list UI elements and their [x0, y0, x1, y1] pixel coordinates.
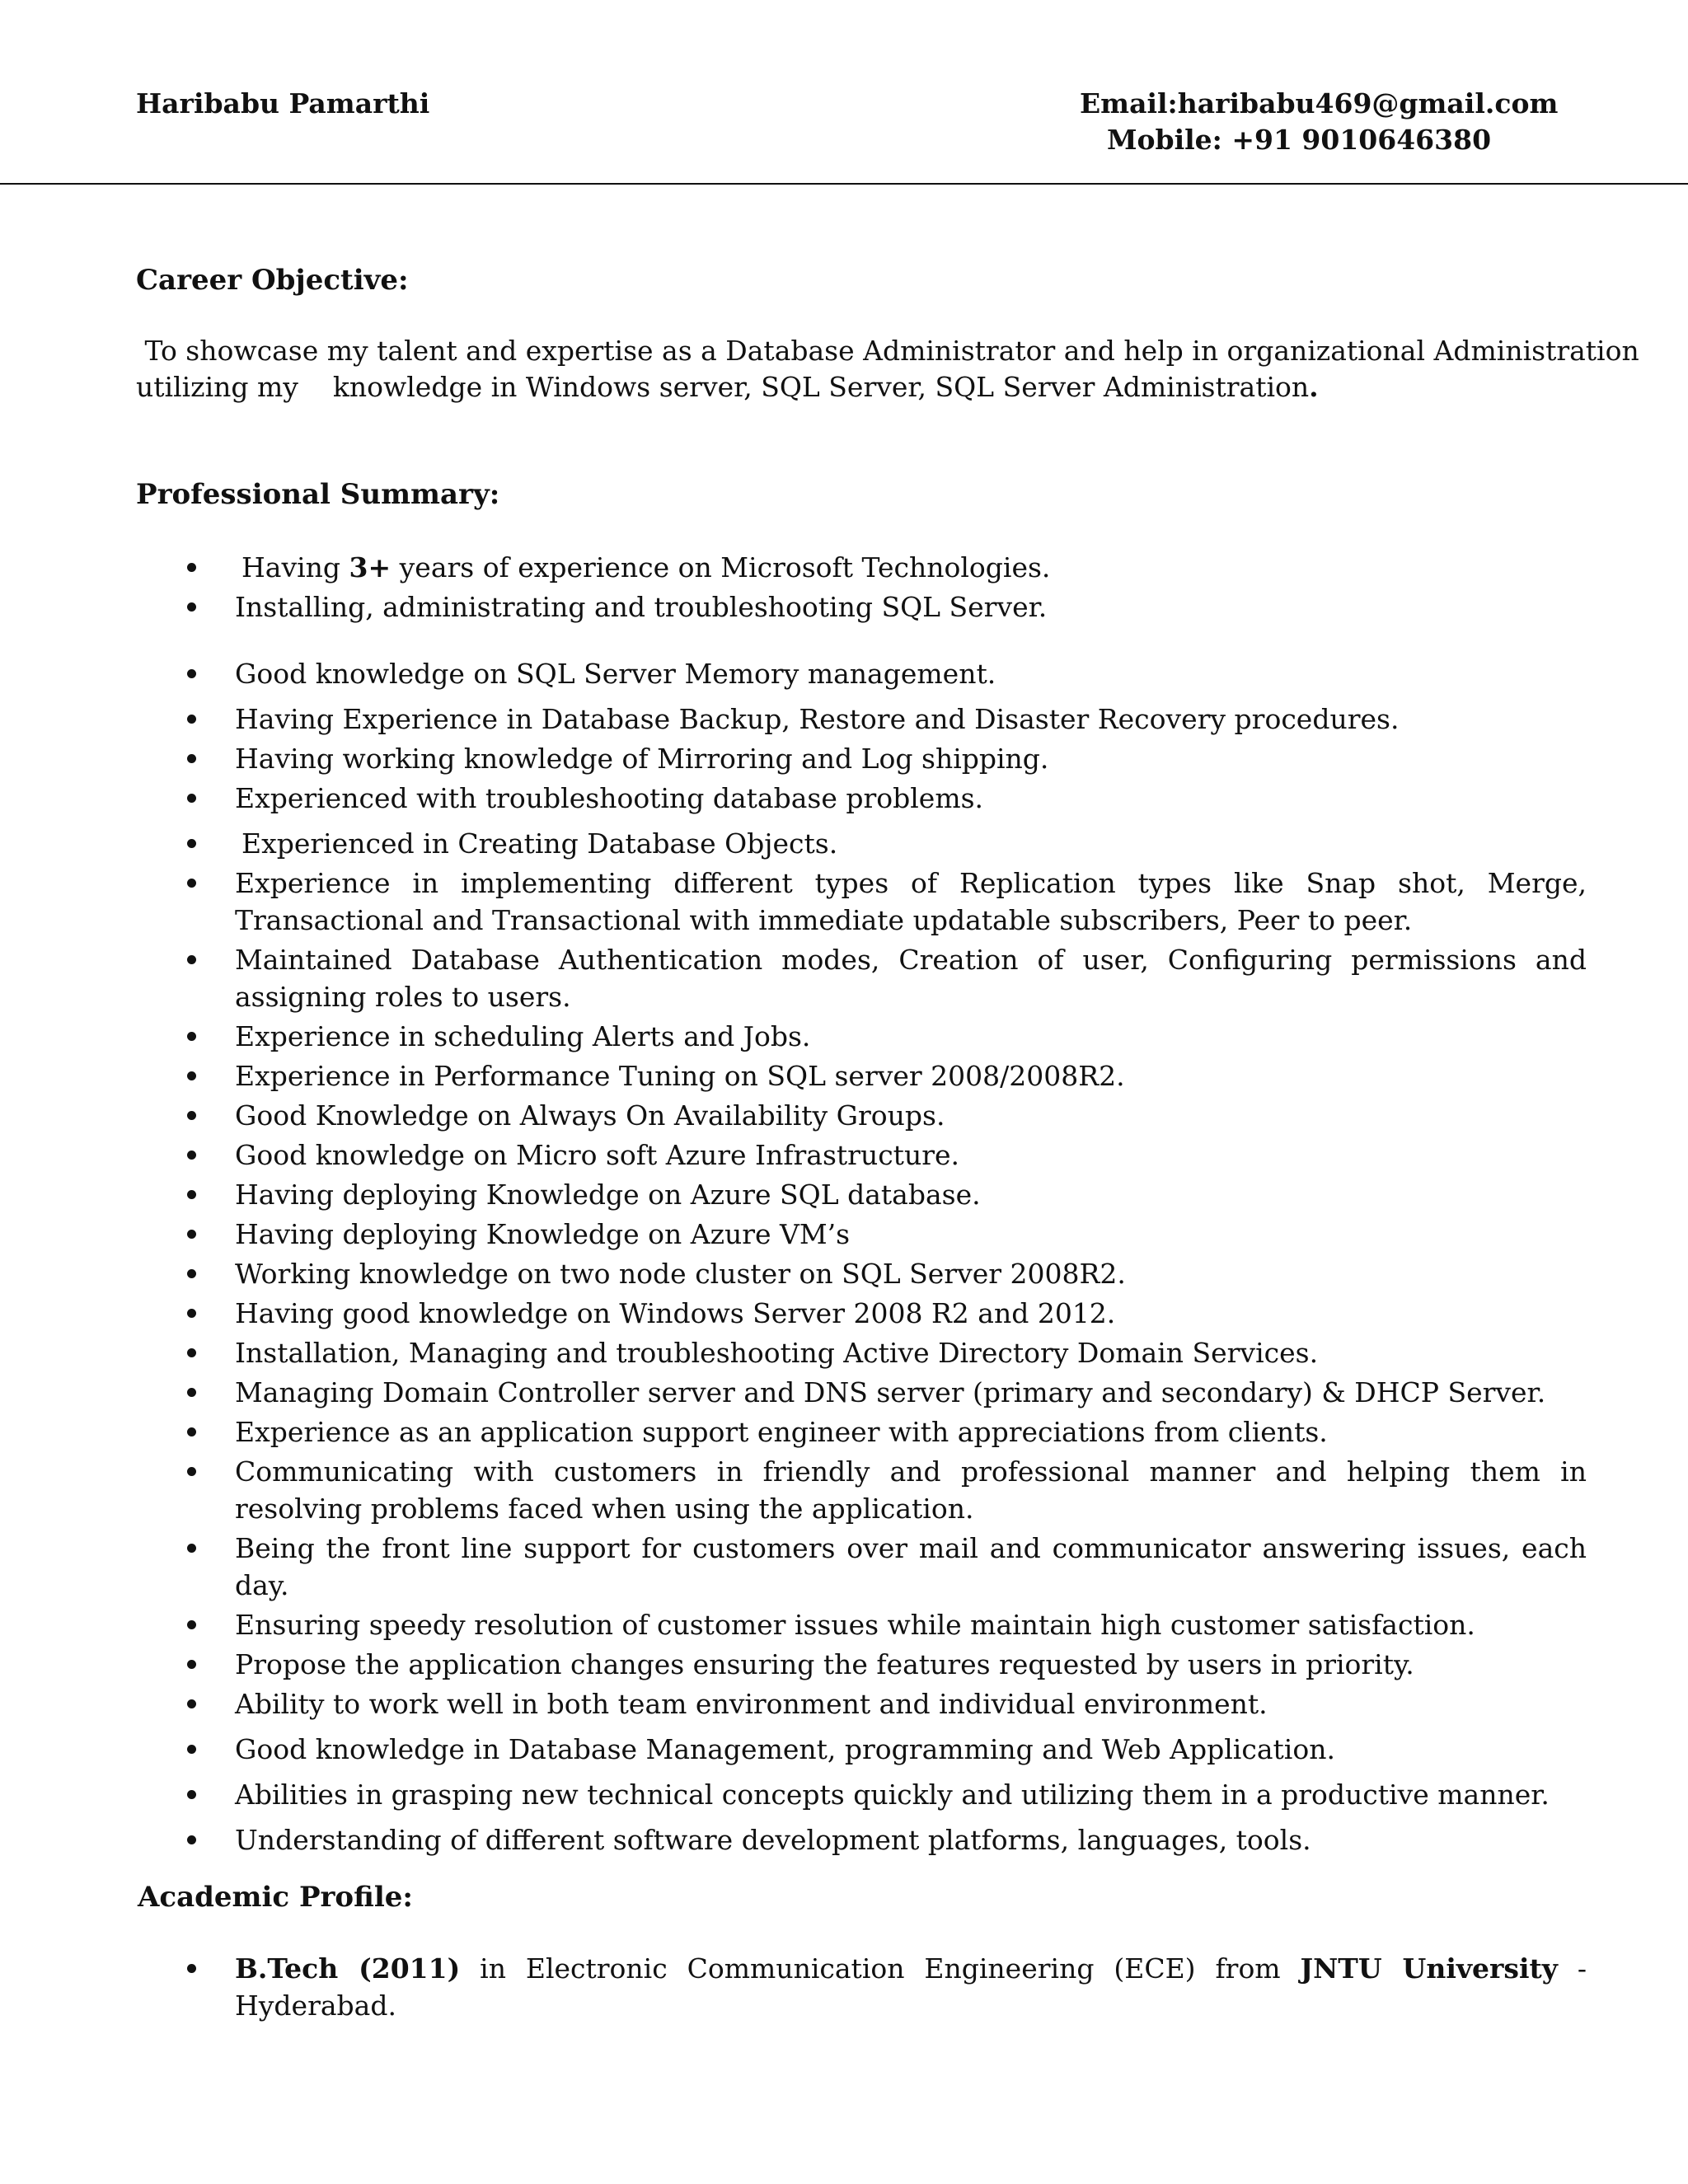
list-item-text: Ensuring speedy resolution of customer issues while maintain high customer satisfaction. [235, 1609, 1475, 1641]
bullet-icon [187, 1230, 196, 1239]
list-item [136, 1374, 1587, 1411]
list-item [136, 865, 1587, 939]
bullet-icon [187, 1032, 196, 1041]
list-item-text: Having good knowledge on Windows Server 2008 R2 and 2012. [235, 1297, 1116, 1329]
list-item-text: Ability to work well in both team environment and individual environment. [235, 1688, 1268, 1720]
list-item-text: Installing, administrating and troubleshooting SQL Server. [235, 591, 1048, 623]
list-item [136, 1453, 1587, 1527]
list-item-text: Working knowledge on two node cluster on SQL Server 2008R2. [235, 1258, 1126, 1290]
list-item [136, 1057, 1587, 1094]
list-item-text: Good knowledge on SQL Server Memory management. [235, 658, 996, 690]
list-item [136, 780, 1587, 817]
list-item [136, 1685, 1587, 1722]
item-text-pre: Having [241, 551, 349, 583]
list-item [136, 1097, 1587, 1134]
bullet-icon [187, 754, 196, 763]
contact-block [1080, 86, 1558, 158]
header-divider [0, 183, 1688, 185]
university-text: JNTU University [1300, 1952, 1558, 1985]
bullet-icon [187, 839, 196, 848]
list-item-text: Experience in Performance Tuning on SQL server 2008/2008R2. [235, 1060, 1125, 1092]
academic-profile-list [136, 1950, 1587, 2027]
list-item-text [235, 1952, 1587, 2022]
list-item-text: Being the front line support for customers over mail and communicator answering issues, each day. [235, 1532, 1587, 1601]
list-item [136, 1776, 1587, 1813]
bullet-icon [187, 1388, 196, 1397]
list-item [136, 549, 1587, 586]
list-item [136, 1255, 1587, 1292]
bullet-icon [187, 602, 196, 612]
list-item [136, 655, 1587, 692]
bullet-icon [187, 1190, 196, 1199]
bullet-icon [187, 1620, 196, 1629]
candidate-name: Haribabu Pamarthi [136, 87, 430, 120]
bullet-icon [187, 794, 196, 803]
list-item-text: Having deploying Knowledge on Azure SQL database. [235, 1179, 981, 1211]
list-item [136, 1176, 1587, 1213]
degree-text: B.Tech (2011) [235, 1952, 461, 1985]
list-item-text: Experienced with troubleshooting database problems. [235, 782, 984, 814]
list-item-text: Having deploying Knowledge on Azure VM’s [235, 1218, 851, 1250]
list-item [136, 1413, 1587, 1451]
academic-profile-heading: Academic Profile: [138, 1881, 413, 1914]
list-item-text [235, 551, 1050, 583]
list-item [136, 1646, 1587, 1683]
email-text: Email:haribabu469@gmail.com [1080, 87, 1559, 120]
list-item-text: Good knowledge on Micro soft Azure Infrastructure. [235, 1139, 959, 1171]
list-item [136, 1018, 1587, 1055]
list-item-text: Understanding of different software development platforms, languages, tools. [235, 1824, 1311, 1856]
list-item-text: Experience in implementing different types of Replication types like Snap shot, Merge, Transactional and Transactional with immediate updatable subscribers, Peer to peer. [235, 867, 1587, 936]
bullet-icon [187, 1269, 196, 1278]
bullet-icon [187, 879, 196, 888]
bullet-icon [187, 1699, 196, 1708]
list-item-text: Having Experience in Database Backup, Restore and Disaster Recovery procedures. [235, 703, 1400, 735]
bullet-icon [187, 1427, 196, 1436]
bullet-icon [187, 1151, 196, 1160]
bullet-icon [187, 1111, 196, 1120]
list-item [136, 1137, 1587, 1174]
list-item-text: Propose the application changes ensuring the features requested by users in priority. [235, 1648, 1414, 1680]
objective-end-period: . [1309, 371, 1319, 403]
list-item [136, 588, 1587, 626]
bullet-icon [187, 1309, 196, 1318]
list-item [136, 1216, 1587, 1253]
list-item [136, 1731, 1587, 1768]
list-item [136, 1334, 1587, 1371]
list-item [136, 1530, 1587, 1604]
list-item-text: Managing Domain Controller server and DNS server (primary and secondary) & DHCP Server. [235, 1376, 1546, 1408]
list-item [136, 740, 1587, 777]
objective-line-2 [136, 369, 1587, 405]
bullet-icon [187, 1544, 196, 1553]
list-item-text: Experience as an application support engineer with appreciations from clients. [235, 1416, 1328, 1448]
list-item-text: Experienced in Creating Database Objects. [241, 827, 838, 860]
list-item [136, 701, 1587, 738]
list-item [136, 1950, 1587, 2024]
list-item [136, 941, 1587, 1015]
bullet-icon [187, 669, 196, 678]
bullet-icon [187, 563, 196, 572]
list-item-text: Abilities in grasping new technical concepts quickly and utilizing them in a productive manner. [235, 1779, 1550, 1811]
career-objective-text [136, 333, 1639, 405]
list-item-text: Maintained Database Authentication modes, Creation of user, Configuring permissions and assigning roles to users. [235, 944, 1587, 1013]
bullet-icon [187, 955, 196, 964]
bullet-icon [187, 1348, 196, 1357]
list-item-text: Good Knowledge on Always On Availability Groups. [235, 1099, 945, 1132]
mobile-text: Mobile: +91 9010646380 [1107, 124, 1492, 156]
bullet-icon [187, 1835, 196, 1844]
bullet-icon [187, 1790, 196, 1799]
location-text: - Hyderabad. [235, 1952, 1587, 2022]
bullet-icon [187, 1467, 196, 1476]
professional-summary-list [136, 549, 1587, 1861]
list-item-text: Communicating with customers in friendly and professional manner and helping them in resolving problems faced when using the application. [235, 1455, 1587, 1525]
item-text-post: years of experience on Microsoft Technologies. [391, 551, 1051, 583]
objective-line-2-text: utilizing my knowledge in Windows server, SQL Server, SQL Server Administration [136, 371, 1310, 403]
list-item [136, 825, 1587, 862]
list-item [136, 1821, 1587, 1858]
item-text-bold: 3+ [349, 551, 392, 583]
list-item-text: Installation, Managing and troubleshooting Active Directory Domain Services. [235, 1337, 1319, 1369]
professional-summary-heading: Professional Summary: [136, 478, 500, 511]
list-item-text: Good knowledge in Database Management, programming and Web Application. [235, 1733, 1335, 1765]
career-objective-heading: Career Objective: [136, 264, 409, 297]
list-item [136, 1606, 1587, 1643]
list-item [136, 1295, 1587, 1332]
bullet-icon [187, 1071, 196, 1080]
list-item-text: Experience in scheduling Alerts and Jobs. [235, 1020, 811, 1052]
bullet-icon [187, 1964, 196, 1973]
bullet-icon [187, 1745, 196, 1754]
list-item-text: Having working knowledge of Mirroring and Log shipping. [235, 743, 1049, 775]
objective-line-1: To showcase my talent and expertise as a Database Administrator and help in organizational Administration [136, 335, 1639, 367]
degree-field-text: in Electronic Communication Engineering (ECE) from [460, 1952, 1301, 1985]
bullet-icon [187, 1660, 196, 1669]
bullet-icon [187, 715, 196, 724]
